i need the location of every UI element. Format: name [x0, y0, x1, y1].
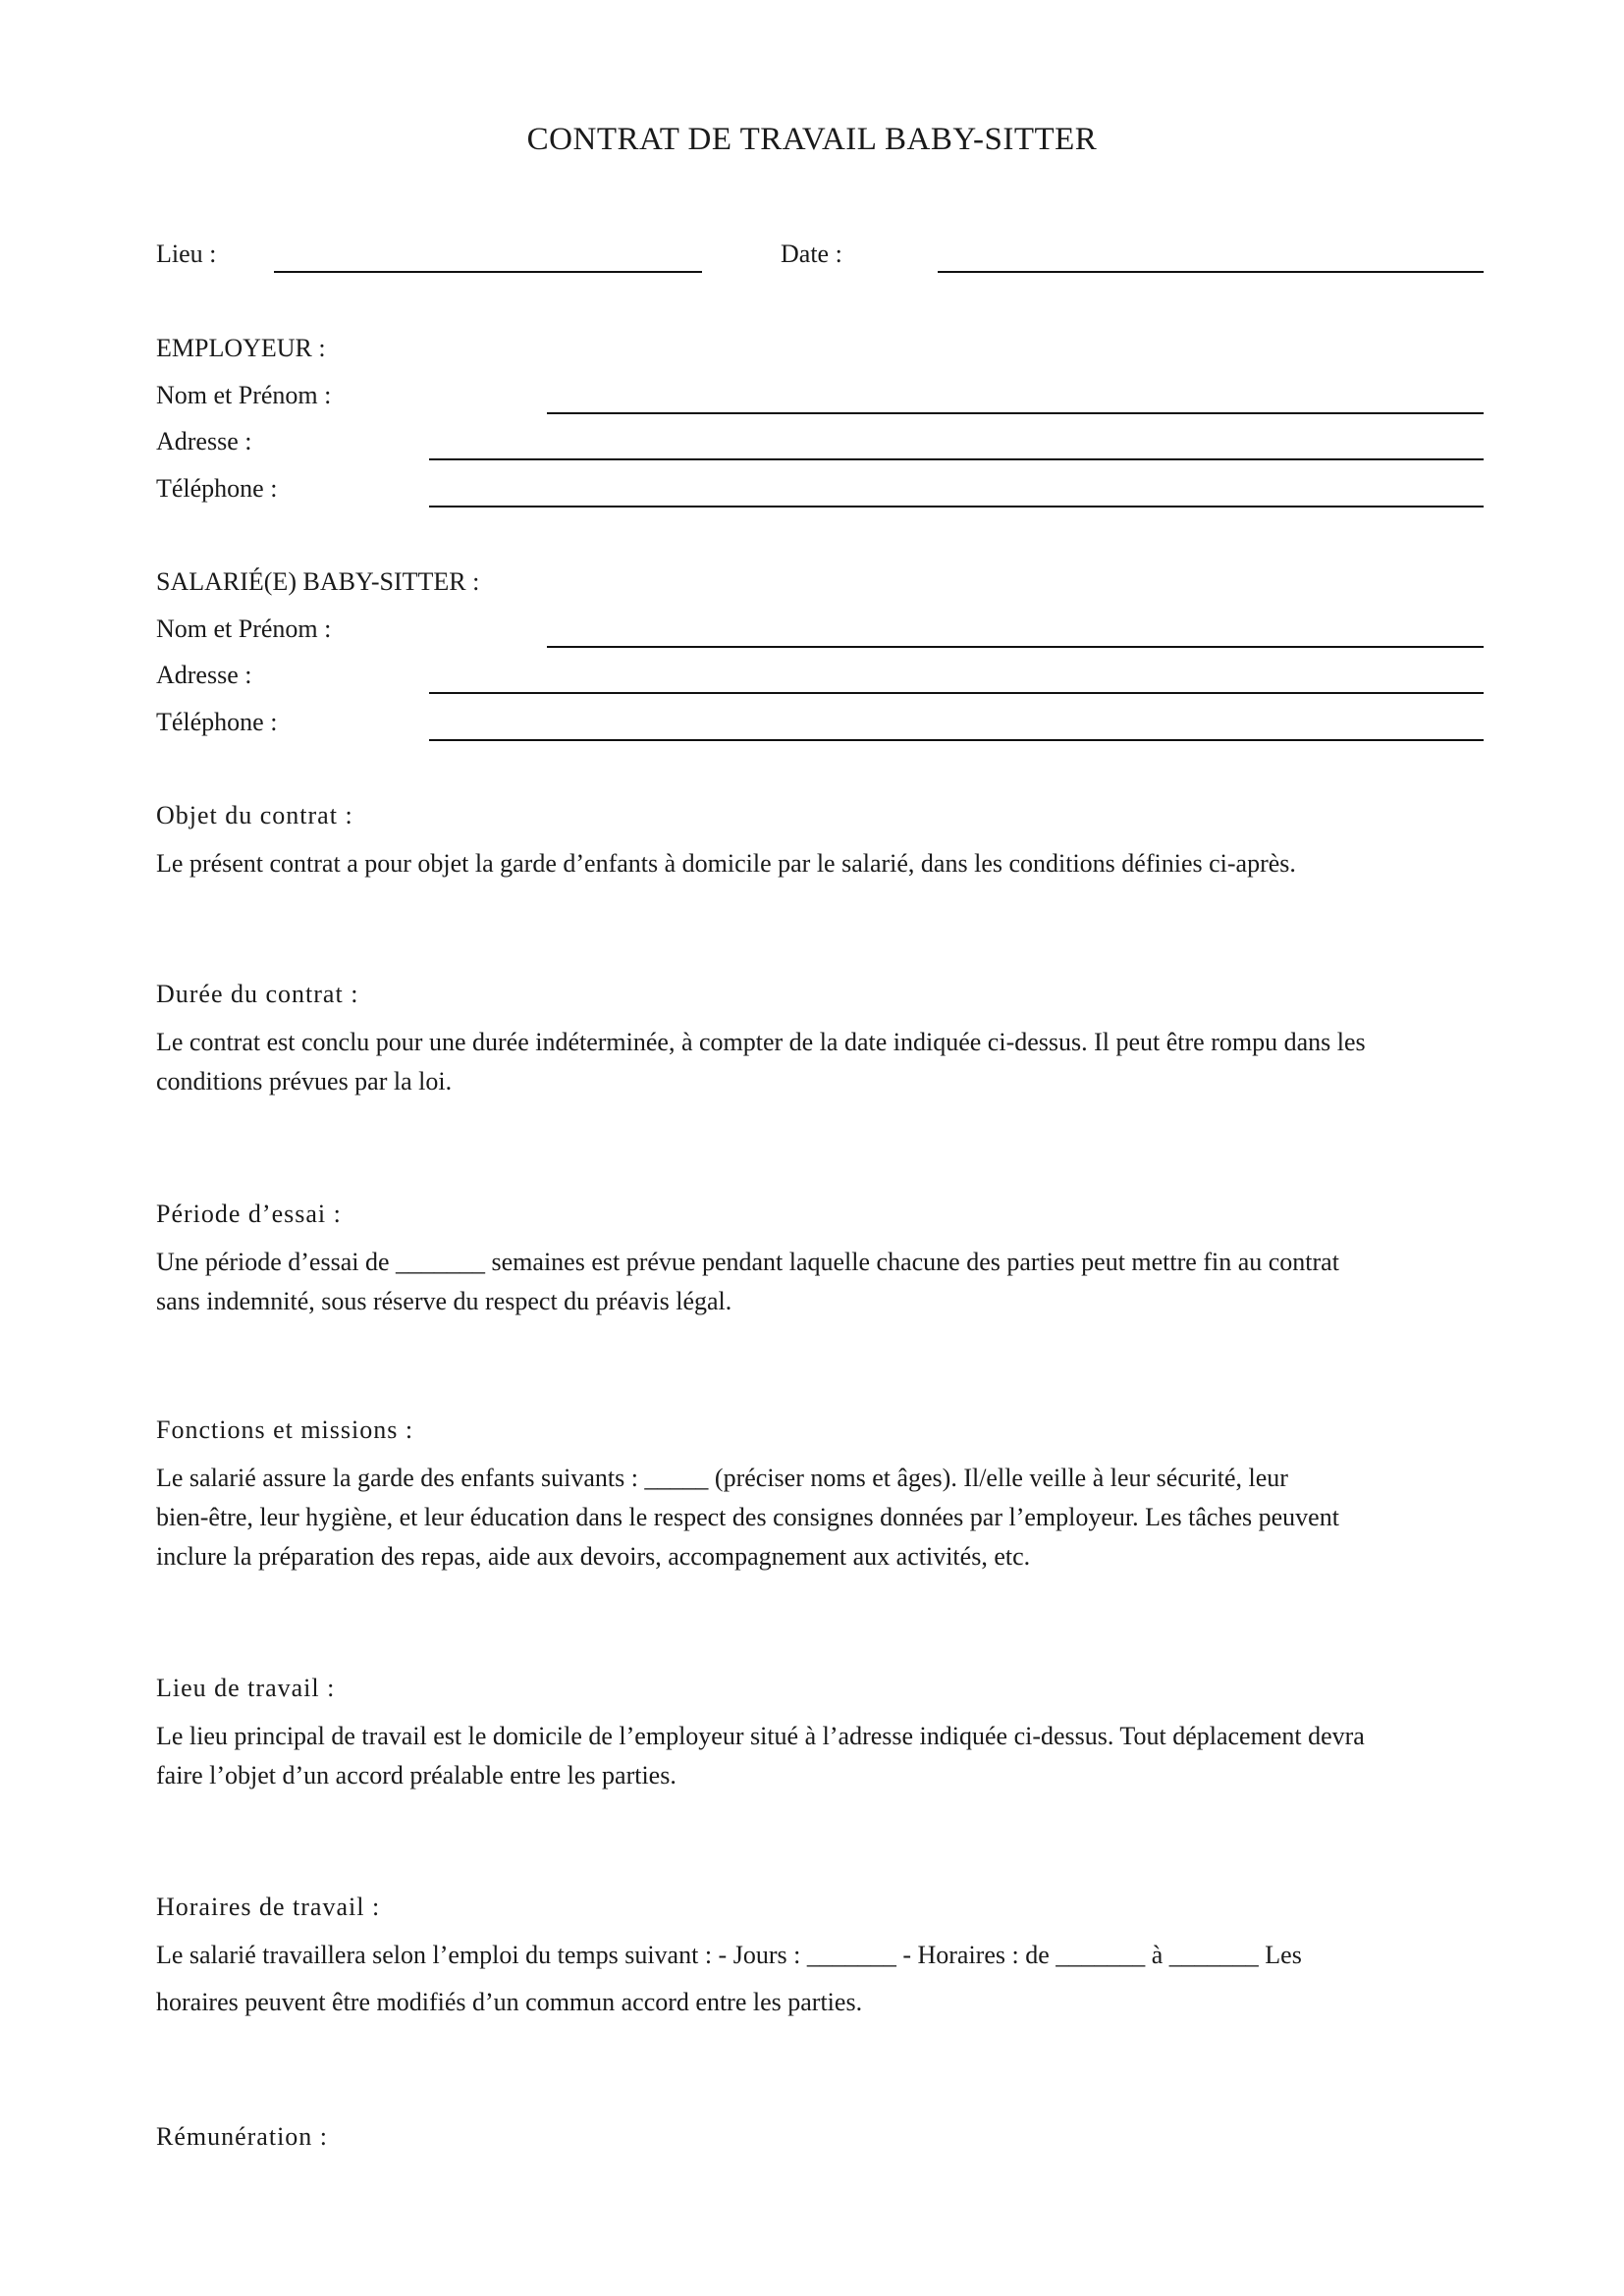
paragraph-line: Le salarié travaillera selon l’emploi du temps suivant : - Jours : _______ - Horaires : de _______ à _______ Les	[156, 1941, 1302, 1969]
place-label: Lieu :	[156, 240, 217, 268]
paragraph-line: Le contrat est conclu pour une durée indéterminée, à compter de la date indiquée ci-dessus. Il peut être rompu dans les	[156, 1028, 1366, 1056]
document-title: CONTRAT DE TRAVAIL BABY-SITTER	[526, 122, 1098, 157]
employer-phone-label: Téléphone :	[156, 474, 278, 503]
section-essai-heading: Période d’essai :	[156, 1200, 342, 1228]
paragraph-line: Une période d’essai de _______ semaines est prévue pendant laquelle chacune des parties peut mettre fin au contrat	[156, 1248, 1339, 1276]
employee-phone-field[interactable]	[429, 739, 1484, 741]
paragraph-line: horaires peuvent être modifiés d’un commun accord entre les parties.	[156, 1988, 863, 2016]
section-objet-heading: Objet du contrat :	[156, 801, 353, 829]
paragraph-line: sans indemnité, sous réserve du respect du préavis légal.	[156, 1287, 732, 1315]
employee-address-label: Adresse :	[156, 661, 252, 689]
section-horaires-text	[156, 1936, 1491, 2022]
employee-phone-label: Téléphone :	[156, 708, 278, 736]
section-duree-heading: Durée du contrat :	[156, 980, 359, 1008]
section-objet-text	[156, 844, 1491, 883]
date-label: Date :	[781, 240, 842, 268]
employee-address-field[interactable]	[429, 692, 1484, 694]
section-essai-text	[156, 1243, 1491, 1321]
paragraph-line: inclure la préparation des repas, aide aux devoirs, accompagnement aux activités, etc.	[156, 1542, 1031, 1571]
paragraph-line: bien-être, leur hygiène, et leur éducation dans le respect des consignes données par l’employeur. Les tâches peuvent	[156, 1503, 1339, 1531]
paragraph-line: faire l’objet d’un accord préalable entre les parties.	[156, 1761, 677, 1789]
paragraph-line: conditions prévues par la loi.	[156, 1067, 453, 1095]
employer-phone-field[interactable]	[429, 506, 1484, 507]
employee-name-field[interactable]	[547, 646, 1484, 648]
section-fonctions-text	[156, 1459, 1491, 1576]
employer-name-field[interactable]	[547, 412, 1484, 414]
employee-heading: SALARIÉ(E) BABY-SITTER :	[156, 567, 480, 596]
section-horaires-heading: Horaires de travail :	[156, 1893, 381, 1921]
paragraph-line: Le salarié assure la garde des enfants suivants : _____ (préciser noms et âges). Il/elle veille à leur sécurité, leur	[156, 1464, 1288, 1492]
section-fonctions-heading: Fonctions et missions :	[156, 1415, 414, 1444]
section-duree-text	[156, 1023, 1491, 1101]
paragraph-line: Le présent contrat a pour objet la garde d’enfants à domicile par le salarié, dans les conditions définies ci-après.	[156, 849, 1296, 878]
employer-address-field[interactable]	[429, 458, 1484, 460]
paragraph-line: Le lieu principal de travail est le domicile de l’employeur situé à l’adresse indiquée ci-dessus. Tout déplacement devra	[156, 1722, 1365, 1750]
place-field[interactable]	[274, 271, 702, 273]
employer-name-label: Nom et Prénom :	[156, 381, 332, 409]
date-field[interactable]	[938, 271, 1484, 273]
section-remuneration-heading: Rémunération :	[156, 2122, 329, 2151]
section-lieu-text	[156, 1717, 1491, 1795]
employer-heading: EMPLOYEUR :	[156, 334, 326, 362]
section-lieu-heading: Lieu de travail :	[156, 1674, 336, 1702]
employee-name-label: Nom et Prénom :	[156, 614, 332, 643]
employer-address-label: Adresse :	[156, 427, 252, 455]
